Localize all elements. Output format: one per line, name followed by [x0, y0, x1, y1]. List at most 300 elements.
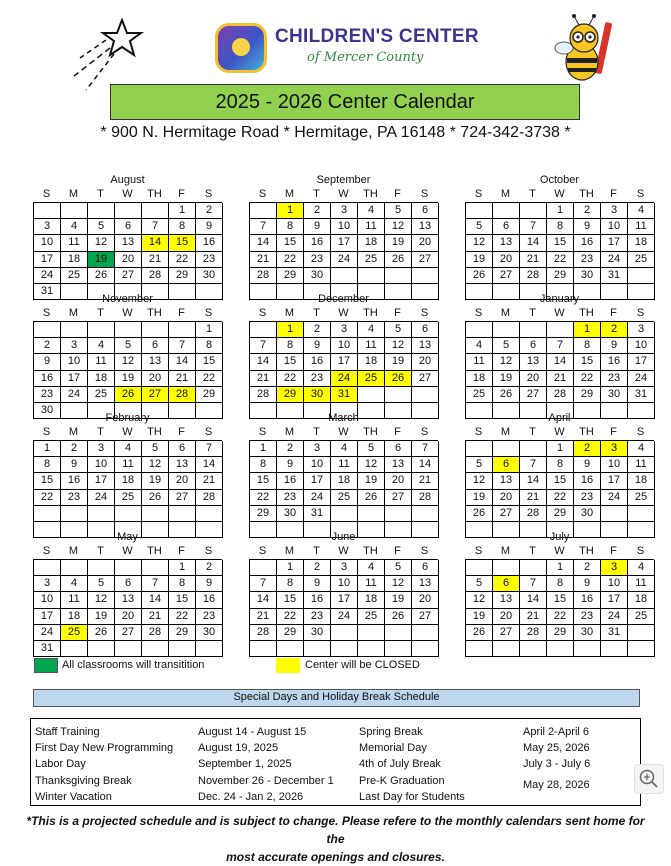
day-cell: 11	[61, 592, 88, 608]
day-cell: 15	[574, 354, 601, 370]
day-cell: 1	[277, 203, 304, 219]
weekday-label: S	[474, 188, 483, 200]
weekday-label: F	[610, 188, 617, 200]
day-grid	[249, 321, 438, 419]
day-cell: 16	[574, 592, 601, 608]
day-cell: 2	[277, 441, 304, 457]
day-cell: 10	[601, 219, 628, 235]
empty-day-cell	[142, 322, 169, 338]
empty-day-cell	[493, 641, 520, 657]
weekday-label: F	[178, 307, 185, 319]
day-cell: 1	[169, 560, 196, 576]
day-cell: 22	[169, 609, 196, 625]
empty-day-cell	[331, 641, 358, 657]
weekday-label: W	[338, 188, 349, 200]
day-cell: 11	[628, 219, 655, 235]
weekday-header-row	[33, 425, 222, 440]
logo	[215, 20, 479, 75]
day-grid	[465, 321, 654, 419]
day-cell: 13	[169, 457, 196, 473]
zoom-in-button[interactable]	[634, 764, 664, 794]
empty-day-cell	[88, 641, 115, 657]
day-cell: 8	[196, 338, 223, 354]
day-cell: 25	[628, 490, 655, 506]
empty-day-cell	[61, 322, 88, 338]
day-cell: 18	[358, 235, 385, 251]
empty-day-cell	[385, 387, 412, 403]
day-cell: 10	[331, 576, 358, 592]
empty-day-cell	[358, 506, 385, 522]
month-name: March	[328, 412, 359, 424]
day-cell: 14	[520, 235, 547, 251]
month-calendar-october	[465, 173, 654, 300]
day-cell: 30	[34, 403, 61, 419]
empty-day-cell	[574, 641, 601, 657]
day-cell: 4	[358, 322, 385, 338]
weekday-label: M	[68, 307, 79, 319]
day-cell: 6	[520, 338, 547, 354]
empty-day-cell	[412, 506, 439, 522]
empty-day-cell	[385, 641, 412, 657]
day-cell: 25	[115, 490, 142, 506]
month-name: January	[539, 293, 580, 305]
weekday-label: S	[258, 426, 267, 438]
day-cell: 5	[88, 576, 115, 592]
day-cell: 6	[412, 203, 439, 219]
weekday-label: F	[394, 188, 401, 200]
day-cell: 8	[277, 576, 304, 592]
empty-day-cell	[88, 203, 115, 219]
day-cell: 22	[574, 371, 601, 387]
empty-day-cell	[142, 641, 169, 657]
month-calendar-november	[33, 292, 222, 419]
day-cell: 11	[358, 576, 385, 592]
empty-day-cell	[628, 641, 655, 657]
empty-day-cell	[250, 641, 277, 657]
weekday-label: T	[313, 188, 320, 200]
day-cell: 30	[574, 506, 601, 522]
day-cell: 17	[88, 473, 115, 489]
day-cell: 30	[601, 387, 628, 403]
day-cell: 5	[358, 441, 385, 457]
closed-legend-swatch	[276, 658, 300, 673]
day-cell: 26	[466, 625, 493, 641]
day-cell: 20	[520, 371, 547, 387]
weekday-header-row	[33, 187, 222, 202]
empty-day-cell	[250, 560, 277, 576]
day-cell: 7	[520, 219, 547, 235]
day-cell: 19	[385, 235, 412, 251]
day-cell: 27	[493, 506, 520, 522]
day-cell: 30	[196, 625, 223, 641]
weekday-label: S	[42, 426, 51, 438]
weekday-label: S	[42, 188, 51, 200]
month-calendar-may	[33, 530, 222, 657]
weekday-label: T	[97, 307, 104, 319]
disclaimer-line-1: *This is a projected schedule and is subject to change. Please refere to the monthly calendars sent home for the	[26, 814, 645, 846]
day-cell: 28	[412, 490, 439, 506]
day-cell: 18	[61, 609, 88, 625]
weekday-label: S	[420, 188, 429, 200]
day-cell: 5	[385, 203, 412, 219]
day-cell: 13	[493, 592, 520, 608]
day-cell: 10	[331, 219, 358, 235]
day-cell: 15	[277, 354, 304, 370]
empty-day-cell	[412, 625, 439, 641]
event-date: November 26 - December 1	[198, 774, 334, 787]
day-cell: 16	[277, 473, 304, 489]
empty-day-cell	[628, 268, 655, 284]
day-cell: 21	[520, 252, 547, 268]
day-cell: 19	[88, 252, 115, 268]
weekday-label: F	[178, 426, 185, 438]
day-cell: 26	[88, 268, 115, 284]
day-cell: 20	[493, 490, 520, 506]
weekday-label: S	[636, 426, 645, 438]
day-cell: 2	[196, 203, 223, 219]
weekday-header-row	[249, 187, 438, 202]
day-cell: 6	[142, 338, 169, 354]
day-cell: 2	[61, 441, 88, 457]
day-cell: 26	[493, 387, 520, 403]
day-cell: 26	[358, 490, 385, 506]
day-cell: 27	[115, 625, 142, 641]
empty-day-cell	[628, 625, 655, 641]
day-cell: 8	[250, 457, 277, 473]
day-cell: 16	[34, 371, 61, 387]
weekday-label: W	[122, 307, 133, 319]
disclaimer-note	[20, 812, 651, 866]
day-cell: 27	[412, 252, 439, 268]
day-cell: 23	[574, 490, 601, 506]
day-cell: 4	[115, 441, 142, 457]
day-cell: 13	[115, 235, 142, 251]
day-cell: 9	[196, 219, 223, 235]
empty-day-cell	[61, 641, 88, 657]
day-cell: 18	[466, 371, 493, 387]
day-cell: 25	[628, 252, 655, 268]
empty-day-cell	[358, 268, 385, 284]
day-cell: 6	[385, 441, 412, 457]
day-cell: 28	[169, 387, 196, 403]
day-cell: 15	[250, 473, 277, 489]
weekday-label: T	[313, 545, 320, 557]
empty-day-cell	[466, 560, 493, 576]
weekday-label: S	[204, 188, 213, 200]
calendar-title: 2025 - 2026 Center Calendar	[110, 84, 580, 120]
empty-day-cell	[88, 506, 115, 522]
day-cell: 10	[304, 457, 331, 473]
weekday-label: TH	[363, 426, 378, 438]
day-cell: 24	[601, 609, 628, 625]
day-cell: 12	[466, 592, 493, 608]
day-cell: 4	[628, 441, 655, 457]
day-cell: 2	[34, 338, 61, 354]
day-cell: 4	[628, 560, 655, 576]
event-name: Staff Training	[35, 726, 100, 738]
day-cell: 4	[61, 576, 88, 592]
day-cell: 23	[196, 252, 223, 268]
day-cell: 6	[493, 576, 520, 592]
day-cell: 16	[304, 592, 331, 608]
day-cell: 7	[142, 576, 169, 592]
weekday-label: T	[97, 426, 104, 438]
day-cell: 20	[385, 473, 412, 489]
empty-day-cell	[34, 322, 61, 338]
day-cell: 9	[304, 338, 331, 354]
day-cell: 31	[331, 387, 358, 403]
day-cell: 29	[547, 506, 574, 522]
month-name: June	[331, 531, 356, 543]
day-cell: 29	[196, 387, 223, 403]
weekday-label: M	[68, 426, 79, 438]
day-cell: 20	[412, 592, 439, 608]
weekday-label: F	[610, 307, 617, 319]
weekday-label: S	[258, 307, 267, 319]
day-cell: 26	[385, 609, 412, 625]
day-cell: 14	[250, 354, 277, 370]
day-cell: 11	[331, 457, 358, 473]
weekday-label: TH	[363, 307, 378, 319]
day-cell: 30	[304, 625, 331, 641]
weekday-label: TH	[147, 188, 162, 200]
transition-legend-swatch	[34, 658, 58, 673]
empty-day-cell	[466, 322, 493, 338]
day-cell: 3	[331, 203, 358, 219]
day-cell: 19	[466, 490, 493, 506]
day-cell: 16	[304, 354, 331, 370]
day-cell: 11	[358, 219, 385, 235]
day-grid	[465, 559, 654, 657]
event-name: 4th of July Break	[359, 758, 441, 771]
day-cell: 9	[574, 576, 601, 592]
disclaimer-line-2: most accurate openings and closures.	[226, 850, 445, 864]
empty-day-cell	[358, 625, 385, 641]
weekday-label: F	[610, 545, 617, 557]
weekday-header-row	[465, 425, 654, 440]
month-name: February	[105, 412, 150, 424]
day-cell: 20	[115, 252, 142, 268]
empty-day-cell	[412, 268, 439, 284]
weekday-header-row	[249, 306, 438, 321]
empty-day-cell	[412, 387, 439, 403]
day-cell: 21	[142, 252, 169, 268]
day-cell: 10	[601, 457, 628, 473]
empty-day-cell	[520, 560, 547, 576]
day-cell: 29	[250, 506, 277, 522]
day-cell: 29	[169, 268, 196, 284]
weekday-label: S	[258, 188, 267, 200]
day-cell: 1	[34, 441, 61, 457]
day-cell: 28	[196, 490, 223, 506]
day-cell: 4	[628, 203, 655, 219]
weekday-label: M	[500, 188, 511, 200]
day-cell: 16	[61, 473, 88, 489]
day-cell: 7	[169, 338, 196, 354]
day-cell: 4	[358, 560, 385, 576]
day-cell: 23	[34, 387, 61, 403]
day-cell: 4	[331, 441, 358, 457]
day-cell: 17	[331, 235, 358, 251]
day-cell: 17	[601, 473, 628, 489]
day-cell: 2	[574, 203, 601, 219]
day-cell: 18	[358, 354, 385, 370]
day-cell: 14	[250, 592, 277, 608]
day-cell: 12	[142, 457, 169, 473]
empty-day-cell	[385, 268, 412, 284]
event-date: Dec. 24 - Jan 2, 2026	[198, 790, 304, 803]
day-cell: 23	[304, 609, 331, 625]
empty-day-cell	[142, 506, 169, 522]
day-cell: 22	[277, 609, 304, 625]
weekday-label: F	[178, 188, 185, 200]
day-cell: 24	[61, 387, 88, 403]
day-grid	[33, 202, 222, 300]
day-cell: 16	[304, 235, 331, 251]
day-cell: 15	[547, 235, 574, 251]
day-cell: 3	[61, 338, 88, 354]
weekday-header-row	[465, 187, 654, 202]
day-cell: 6	[169, 441, 196, 457]
weekday-label: TH	[579, 426, 594, 438]
empty-day-cell	[493, 560, 520, 576]
weekday-label: S	[204, 545, 213, 557]
day-cell: 9	[601, 338, 628, 354]
weekday-label: T	[529, 188, 536, 200]
empty-day-cell	[385, 625, 412, 641]
day-cell: 31	[628, 387, 655, 403]
day-cell: 26	[88, 625, 115, 641]
day-cell: 8	[169, 576, 196, 592]
day-cell: 7	[250, 219, 277, 235]
day-cell: 30	[196, 268, 223, 284]
weekday-label: M	[68, 545, 79, 557]
event-date: August 19, 2025	[198, 742, 279, 755]
day-cell: 13	[115, 592, 142, 608]
day-cell: 13	[142, 354, 169, 370]
day-cell: 20	[169, 473, 196, 489]
weekday-label: T	[313, 426, 320, 438]
empty-day-cell	[358, 641, 385, 657]
day-cell: 12	[385, 219, 412, 235]
day-cell: 29	[277, 625, 304, 641]
day-cell: 28	[142, 268, 169, 284]
day-cell: 23	[304, 371, 331, 387]
day-cell: 15	[277, 235, 304, 251]
event-name: Last Day for Students	[359, 790, 465, 803]
day-cell: 7	[142, 219, 169, 235]
day-cell: 14	[520, 592, 547, 608]
day-cell: 11	[628, 576, 655, 592]
logo-subtitle: of Mercer County	[307, 50, 424, 65]
weekday-label: M	[500, 426, 511, 438]
month-name: September	[316, 174, 371, 186]
day-cell: 14	[520, 473, 547, 489]
event-date: May 25, 2026	[523, 742, 590, 755]
day-cell: 23	[61, 490, 88, 506]
day-cell: 11	[61, 235, 88, 251]
day-cell: 8	[547, 576, 574, 592]
day-cell: 30	[277, 506, 304, 522]
month-calendar-april	[465, 411, 654, 538]
day-cell: 17	[601, 235, 628, 251]
day-cell: 5	[493, 338, 520, 354]
day-cell: 30	[304, 387, 331, 403]
weekday-label: W	[122, 545, 133, 557]
day-cell: 14	[142, 235, 169, 251]
day-cell: 15	[34, 473, 61, 489]
day-cell: 16	[196, 235, 223, 251]
day-cell: 28	[547, 387, 574, 403]
day-cell: 30	[304, 268, 331, 284]
day-cell: 18	[628, 235, 655, 251]
day-cell: 25	[88, 387, 115, 403]
zoom-in-icon	[635, 765, 663, 793]
day-cell: 7	[412, 441, 439, 457]
logo-emblem-icon	[215, 23, 267, 73]
day-cell: 27	[115, 268, 142, 284]
day-cell: 4	[358, 203, 385, 219]
empty-day-cell	[304, 641, 331, 657]
weekday-label: TH	[579, 545, 594, 557]
day-cell: 16	[601, 354, 628, 370]
weekday-label: S	[204, 426, 213, 438]
weekday-label: S	[636, 307, 645, 319]
weekday-label: F	[610, 426, 617, 438]
event-date: April 2-April 6	[523, 726, 590, 738]
day-cell: 24	[34, 268, 61, 284]
weekday-label: F	[178, 545, 185, 557]
day-cell: 16	[196, 592, 223, 608]
day-cell: 10	[61, 354, 88, 370]
day-cell: 13	[412, 219, 439, 235]
day-cell: 10	[34, 592, 61, 608]
day-cell: 1	[169, 203, 196, 219]
day-cell: 20	[493, 609, 520, 625]
day-cell: 16	[574, 473, 601, 489]
weekday-label: T	[97, 188, 104, 200]
day-cell: 3	[601, 560, 628, 576]
day-cell: 14	[196, 457, 223, 473]
day-cell: 18	[358, 592, 385, 608]
month-name: April	[548, 412, 571, 424]
month-calendar-december	[249, 292, 438, 419]
day-cell: 29	[169, 625, 196, 641]
day-cell: 30	[574, 625, 601, 641]
day-cell: 21	[250, 609, 277, 625]
day-cell: 6	[115, 576, 142, 592]
day-grid	[465, 202, 654, 300]
empty-day-cell	[61, 203, 88, 219]
day-cell: 8	[169, 219, 196, 235]
day-cell: 3	[88, 441, 115, 457]
day-cell: 23	[277, 490, 304, 506]
day-cell: 5	[466, 219, 493, 235]
day-cell: 20	[493, 252, 520, 268]
weekday-label: W	[338, 307, 349, 319]
day-cell: 1	[547, 203, 574, 219]
empty-day-cell	[115, 641, 142, 657]
weekday-label: M	[68, 188, 79, 200]
day-cell: 21	[196, 473, 223, 489]
day-cell: 2	[304, 560, 331, 576]
day-cell: 24	[331, 252, 358, 268]
weekday-label: M	[284, 426, 295, 438]
day-cell: 1	[250, 441, 277, 457]
day-cell: 25	[628, 609, 655, 625]
month-calendar-june	[249, 530, 438, 657]
day-cell: 14	[169, 354, 196, 370]
